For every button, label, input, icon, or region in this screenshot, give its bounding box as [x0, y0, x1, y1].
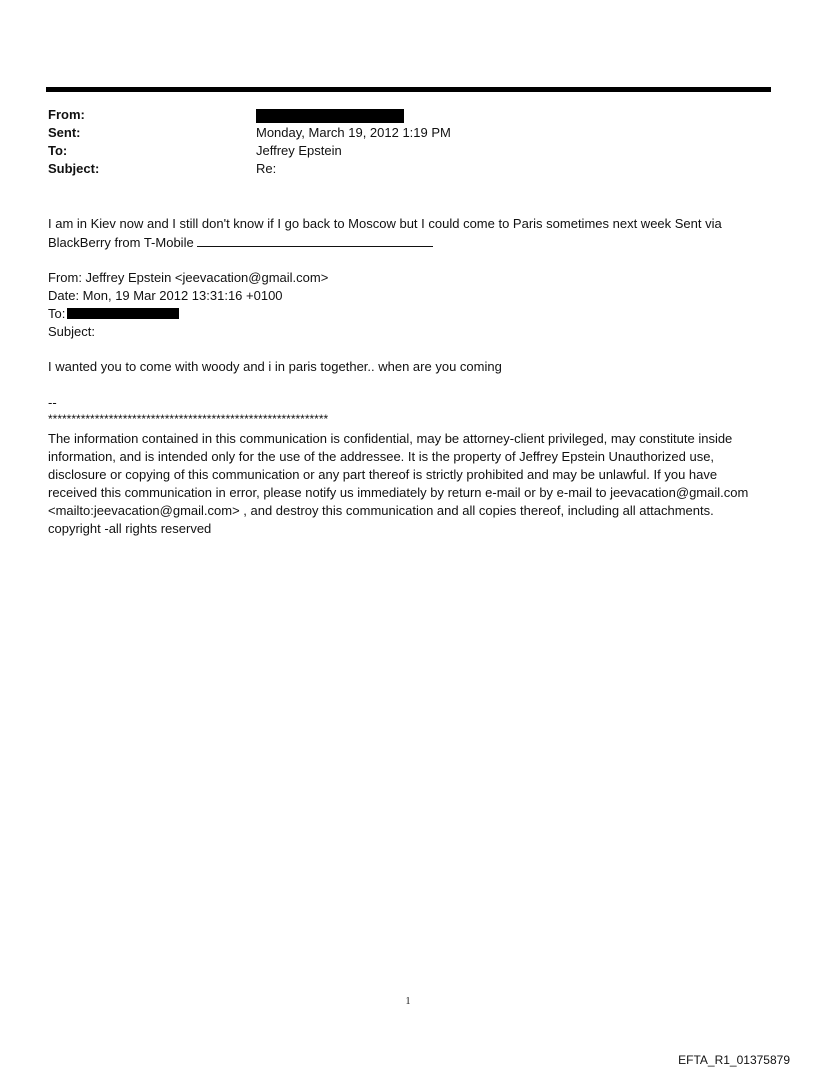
quoted-to-line — [48, 305, 768, 323]
quoted-subject-line: Subject: — [48, 324, 95, 339]
signature-dashes: -- — [48, 395, 57, 410]
redaction-bar — [256, 109, 404, 123]
quoted-to-label: To: — [48, 306, 66, 321]
email-header — [48, 106, 748, 178]
header-subject-row — [48, 160, 748, 178]
quoted-header — [48, 269, 768, 341]
separator-line — [197, 233, 433, 247]
document-id: EFTA_R1_01375879 — [678, 1053, 790, 1067]
header-to-row — [48, 142, 748, 160]
header-rule — [46, 87, 771, 92]
to-value: Jeffrey Epstein — [256, 143, 342, 158]
header-sent-row — [48, 124, 748, 142]
from-value — [256, 106, 404, 124]
header-from-row — [48, 106, 748, 124]
sent-value: Monday, March 19, 2012 1:19 PM — [256, 125, 451, 140]
page-number: 1 — [405, 996, 411, 1007]
quoted-body: I wanted you to come with woody and i in paris together.. when are you coming — [48, 359, 502, 374]
quoted-date-line: Date: Mon, 19 Mar 2012 13:31:16 +0100 — [48, 288, 283, 303]
message-text: I am in Kiev now and I still don't know if I go back to Moscow but I could come to Paris sometimes next week Sent via BlackBerry from T-Mobile — [48, 216, 722, 250]
quoted-from-line: From: Jeffrey Epstein <jeevacation@gmail.com> — [48, 270, 329, 285]
to-label: To: — [48, 143, 68, 158]
sent-label: Sent: — [48, 125, 81, 140]
subject-label: Subject: — [48, 161, 100, 176]
confidentiality-disclaimer: The information contained in this communication is confidential, may be attorney-client privileged, may constitute inside information, and is intended only for the use of the addressee. It is the property of Jeffrey Epstein Unauthorized use, disclosure or copying of this communication or any part thereof is strictly prohibited and may be unlawful. If you have received this communication in error, please notify us immediately by return e-mail or by e-mail to jeevacation@gmail.com <mailto:jeevacation@gmail.com> , and destroy this communication and all copies thereof, including all attachments. copyright -all rights reserved — [48, 431, 749, 536]
signature-stars: ************************************************************ — [48, 412, 329, 426]
from-label: From: — [48, 107, 85, 122]
redaction-bar — [67, 308, 179, 319]
subject-value: Re: — [256, 161, 277, 176]
message-body — [48, 215, 768, 252]
